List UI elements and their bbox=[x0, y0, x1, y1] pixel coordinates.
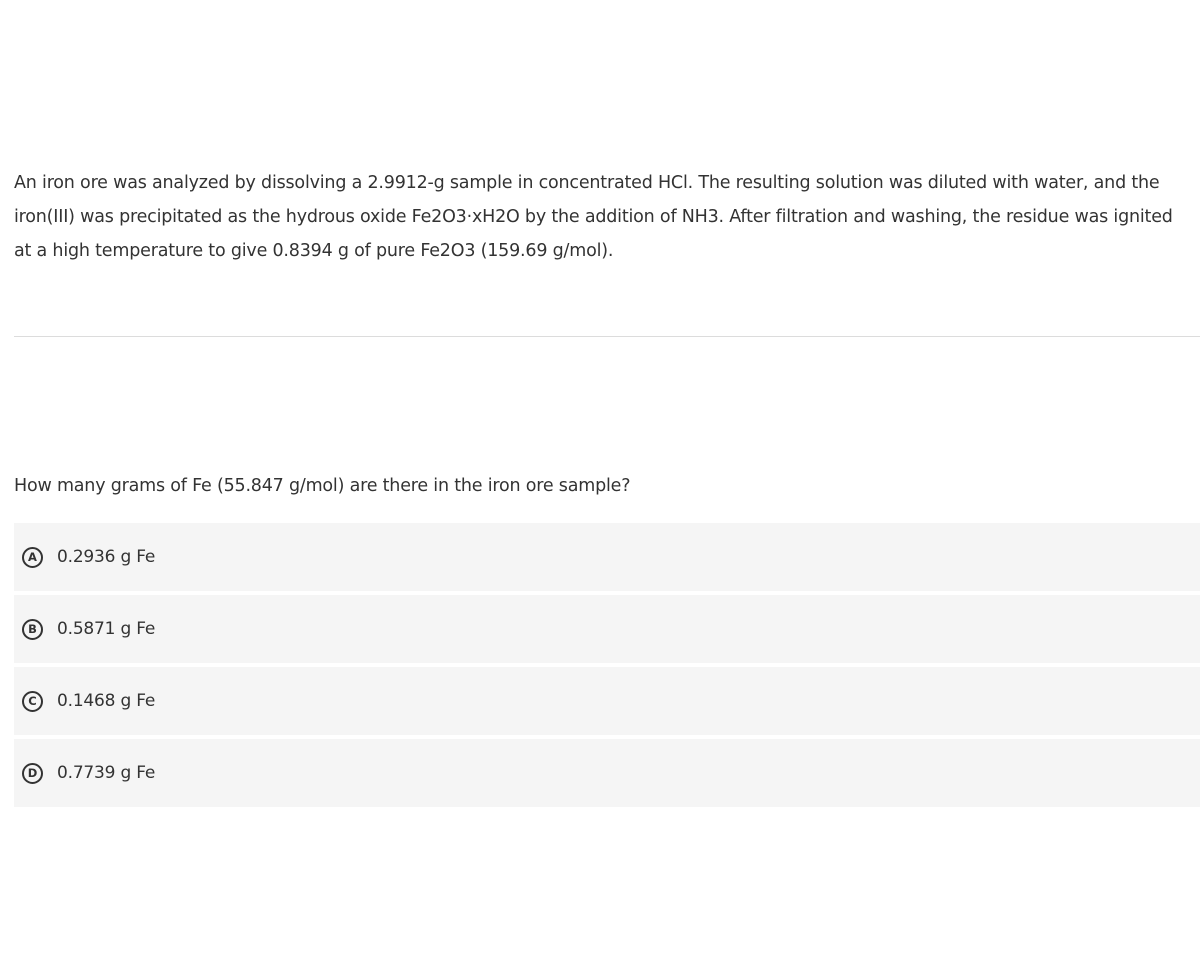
answer-option-b[interactable] bbox=[14, 595, 1200, 663]
question-prompt: How many grams of Fe (55.847 g/mol) are there in the iron ore sample? bbox=[14, 476, 631, 496]
answer-option-c[interactable] bbox=[14, 667, 1200, 735]
answer-option-a[interactable] bbox=[14, 523, 1200, 591]
problem-passage: An iron ore was analyzed by dissolving a 2.9912-g sample in concentrated HCl. The resulting solution was diluted with water, and the iron(III) was precipitated as the hydrous oxide Fe2O3·xH2O by the addition of NH3. After filtration and washing, the residue was ignited at a high temperature to give 0.8394 g of pure Fe2O3 (159.69 g/mol). bbox=[14, 173, 1173, 261]
option-letter-badge: A bbox=[22, 547, 43, 568]
option-letter-badge: D bbox=[22, 763, 43, 784]
option-text: 0.2936 g Fe bbox=[57, 547, 156, 567]
answer-option-d[interactable] bbox=[14, 739, 1200, 807]
option-letter-badge: B bbox=[22, 619, 43, 640]
option-text: 0.7739 g Fe bbox=[57, 763, 156, 783]
option-text: 0.1468 g Fe bbox=[57, 691, 156, 711]
option-letter-badge: C bbox=[22, 691, 43, 712]
section-divider bbox=[14, 336, 1200, 337]
answer-options bbox=[14, 523, 1200, 811]
option-text: 0.5871 g Fe bbox=[57, 619, 156, 639]
